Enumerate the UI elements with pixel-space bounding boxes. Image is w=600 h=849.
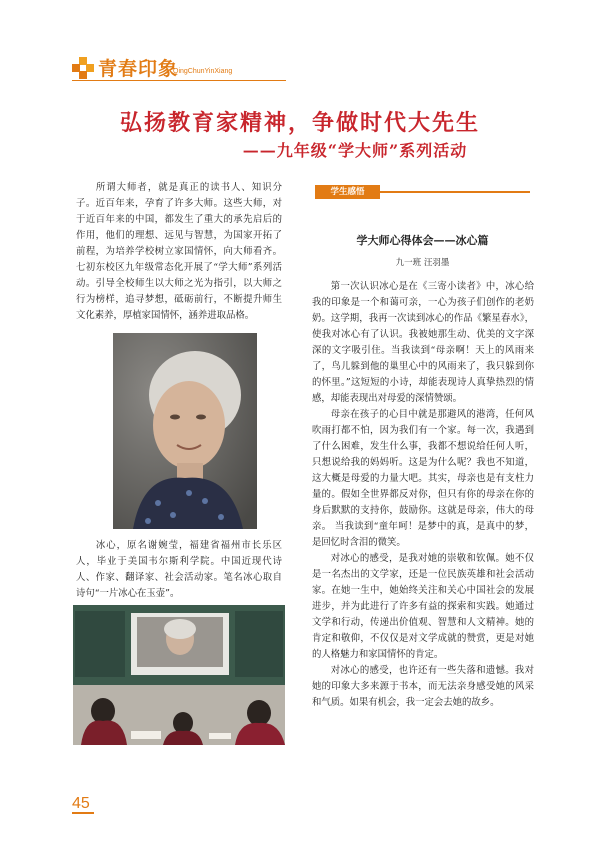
- section-subtitle: QingChunYinXiang: [173, 68, 233, 75]
- article-subtitle: ——九年级“学大师”系列活动: [242, 141, 468, 160]
- essay-body: [312, 279, 534, 711]
- header-logo-icon: [72, 57, 94, 79]
- column-tag: 学生感悟: [315, 185, 380, 199]
- section-title: 青春印象: [98, 58, 179, 80]
- article-title: 弘扬教育家精神，争做时代大先生: [119, 110, 480, 136]
- essay-title: 学大师心得体会——冰心篇: [356, 234, 489, 247]
- intro-paragraph: 所谓大师者，就是真正的读书人、知识分子。近百年来，孕育了许多大师。这些大师，对于近百年来的中国，都发生了重大的承先启后的作用，他们的理想、远见与智慧，为国家开拓了前程，为培养学校树立家国情怀，向大师看齐。七初东校区九年级常态化开展了“学大师”系列活动。引导全校师生以大师之光为指引，以大师之行为榜样，追寻梦想，砥砺前行，不断提升师生文化素养，厚植家国情怀，涵养进取品格。: [76, 182, 282, 321]
- essay-author: 九一班 汪羽墨: [395, 258, 450, 268]
- essay-paragraph: 母亲在孩子的心目中就是那避风的港湾，任何风吹雨打都不怕，因为我们有一个家。每一次，我遇到了什么困难，发生什么事，我都不想说给任何人听，只想说给我的妈妈听。这是为什么呢？我也不知道，这大概是母爱的力量大吧。其实，母亲也是有支柱力量的。假如全世界都反对你，但只有你的母亲在你的身后默默的支持你，鼓励你。这就是母亲，伟大的母亲。 当我读到“童年呵！是梦中的真，是真中的梦，是回忆时含泪的微笑。: [312, 409, 534, 548]
- column-tag-line: [380, 191, 530, 193]
- header-divider: [72, 80, 286, 81]
- essay-paragraph: 第一次认识冰心是在《三寄小读者》中，冰心给我的印象是一个和蔼可亲，一心为孩子们创作的老奶奶。这学期，我再一次读到冰心的作品《繁星春水》，使我对冰心有了认识。我被她那生动、优美的文字深深的文字吸引住。当我读到“母亲啊！天上的风雨来了，鸟儿躲到他的巢里心中的风雨来了，我只躲到你的怀里。”这短短的小诗，却能表现诗人真挚热烈的情感，却能表现出对母爱的深情赞颂。: [312, 281, 534, 404]
- page-number-bar: [72, 812, 94, 814]
- essay-paragraph: 对冰心的感受，也许还有一些失落和遗憾。我对她的印象大多来源于书本，而无法亲身感受她的风采和气质。如果有机会，我一定会去她的故乡。: [312, 665, 534, 708]
- essay-paragraph: 对冰心的感受，是我对她的崇敬和钦佩。她不仅是一名杰出的文学家，还是一位民族英雄和社会活动家。在她一生中，她始终关注和关心中国社会的发展进步，并为此进行了许多有益的探索和实践。她通过文学和行动，传递出价值观、智慧和人文精神。她的肯定和敬仰，不仅仅是对文学成就的赞赏，更是对她的人格魅力和家国情怀的肯定。: [312, 553, 534, 660]
- photo-caption: 冰心，原名谢婉莹，福建省福州市长乐区人，毕业于美国韦尔斯利学院。中国近现代诗人、作家、翻译家、社会活动家。笔名冰心取自诗句“一片冰心在玉壶”。: [76, 540, 282, 599]
- classroom-photo: [73, 605, 285, 745]
- portrait-photo: [113, 333, 257, 529]
- page-number: 45: [72, 795, 90, 812]
